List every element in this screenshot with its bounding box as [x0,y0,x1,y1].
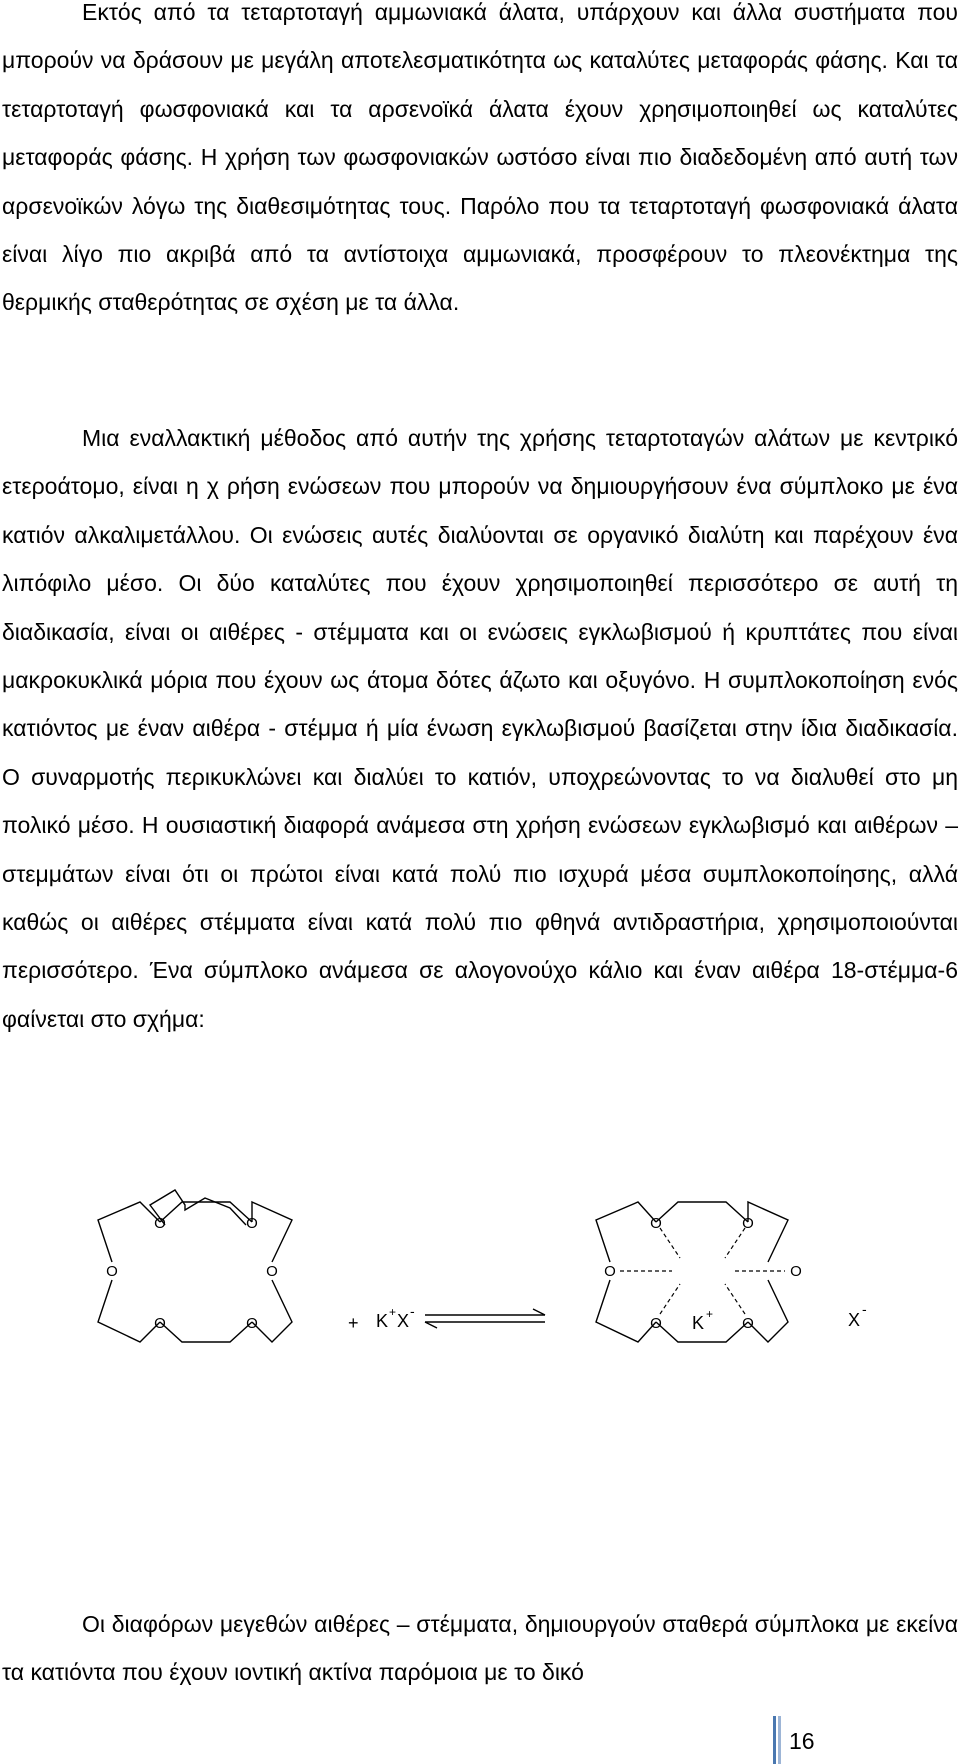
paragraph-crown-sizes: Οι διαφόρων μεγεθών αιθέρες – στέμματα, δημιουργούν σταθερά σύμπλοκα με εκείνα τα κατιόντα που έχουν ιοντική ακτίνα παρόμοια με το δικό [2,1611,958,1686]
crown-ether-complex-scheme [0,1180,960,1360]
page-number-rule [773,1716,776,1764]
free-anion-symbol: X [848,1310,861,1330]
oxygen-atom: O [154,1215,166,1232]
paragraph-crown-ethers: Μια εναλλακτική μέθοδος από αυτήν της χρήσης τεταρτοταγών αλάτων με κεντρικό ετεροάτομο, είναι η χ ρήση ενώσεων που μπορούν να δημιουργήσουν ένα σύμπλοκο με ένα κατιόν αλκαλιμετάλλου. Οι ενώσεις αυτές διαλύονται σε οργανικό διαλύτη και παρέχουν ένα λιπόφιλο μέσο. Οι δύο καταλύτες που έχουν χρησιμοποιηθεί περισσότερο σε αυτή τη διαδικασία, είναι οι αιθέρες - στέμματα και οι ενώσεις εγκλωβισμού ή κρυπτάτες που είναι μακροκυκλικά μόρια που έχουν ως άτομα δότες άζωτο και οξυγόνο. Η συμπλοκοποίηση ενός κατιόντος με έναν αιθέρα - στέμμα ή μία ένωση εγκλωβισμού βασίζεται στην ίδια διαδικασία. Ο συναρμοτής περικυκλώνει και διαλύει το κατιόν, υποχρεώνοντας το να διαλυθεί στο μη πολικό μέσο. Η ουσιαστική διαφορά ανάμεσα στη χρήση ενώσεων εγκλωβισμό και αιθέρων – στεμμάτων είναι ότι οι πρώτοι είναι κατά πολύ πιο ισχυρά μέσα συμπλοκοποίησης, αλλά καθώς οι αιθέρες στέμματα είναι κατά πολύ πιο φθηνά αντιδραστήρια, χρησιμοποιούνται περισσότερο. Ένα σύμπλοκο ανάμεσα σε αλογονούχο κάλιο και έναν αιθέρα 18-στέμμα-6 φαίνεται στο σχήμα: [2,425,958,1032]
free-anion-charge: - [862,1301,867,1317]
coordination-bond [660,1228,680,1258]
potassium-symbol: K [376,1311,389,1331]
oxygen-atom: O [266,1263,278,1280]
anion-charge: - [410,1303,415,1319]
oxygen-atom: O [650,1215,662,1232]
oxygen-atom: O [790,1263,802,1280]
oxygen-atom: O [246,1215,258,1232]
oxygen-atom: O [106,1263,118,1280]
anion-symbol: X [397,1311,410,1331]
oxygen-atom: O [604,1263,616,1280]
oxygen-atom: O [650,1315,662,1332]
complexed-potassium-symbol: K [692,1313,705,1333]
oxygen-atom: O [742,1215,754,1232]
oxygen-atom: O [154,1315,166,1332]
plus-sign: + [348,1313,359,1333]
oxygen-atom: O [246,1315,258,1332]
potassium-charge: + [389,1305,397,1319]
crown-ring-left [98,1202,292,1342]
complexed-potassium-charge: + [706,1307,714,1321]
coordination-bond [725,1284,745,1314]
coordination-bond [725,1228,745,1258]
page-number: 16 [789,1728,815,1754]
coordination-bond [660,1284,680,1314]
oxygen-atom: O [742,1315,754,1332]
page-number-rule [778,1716,781,1764]
paragraph-phase-transfer-salts: Εκτός από τα τεταρτοταγή αμμωνιακά άλατα, υπάρχουν και άλλα συστήματα που μπορούν να δράσουν με μεγάλη αποτελεσματικότητα ως καταλύτες μεταφοράς φάσης. Και τα τεταρτοταγή φωσφονιακά και τα αρσενοϊκά άλατα έχουν χρησιμοποιηθεί ως καταλύτες μεταφοράς φάσης. Η χρήση των φωσφονιακών ωστόσο είναι πιο διαδεδομένη από αυτή των αρσενοϊκών λόγω της διαθεσιμότητας τους. Παρόλο που τα τεταρτοταγή φωσφονιακά άλατα είναι λίγο πιο ακριβά από τα αντίστοιχα αμμωνιακά, προσφέρουν το πλεονέκτημα της θερμικής σταθερότητας σε σχέση με τα άλλα. [2,0,958,316]
